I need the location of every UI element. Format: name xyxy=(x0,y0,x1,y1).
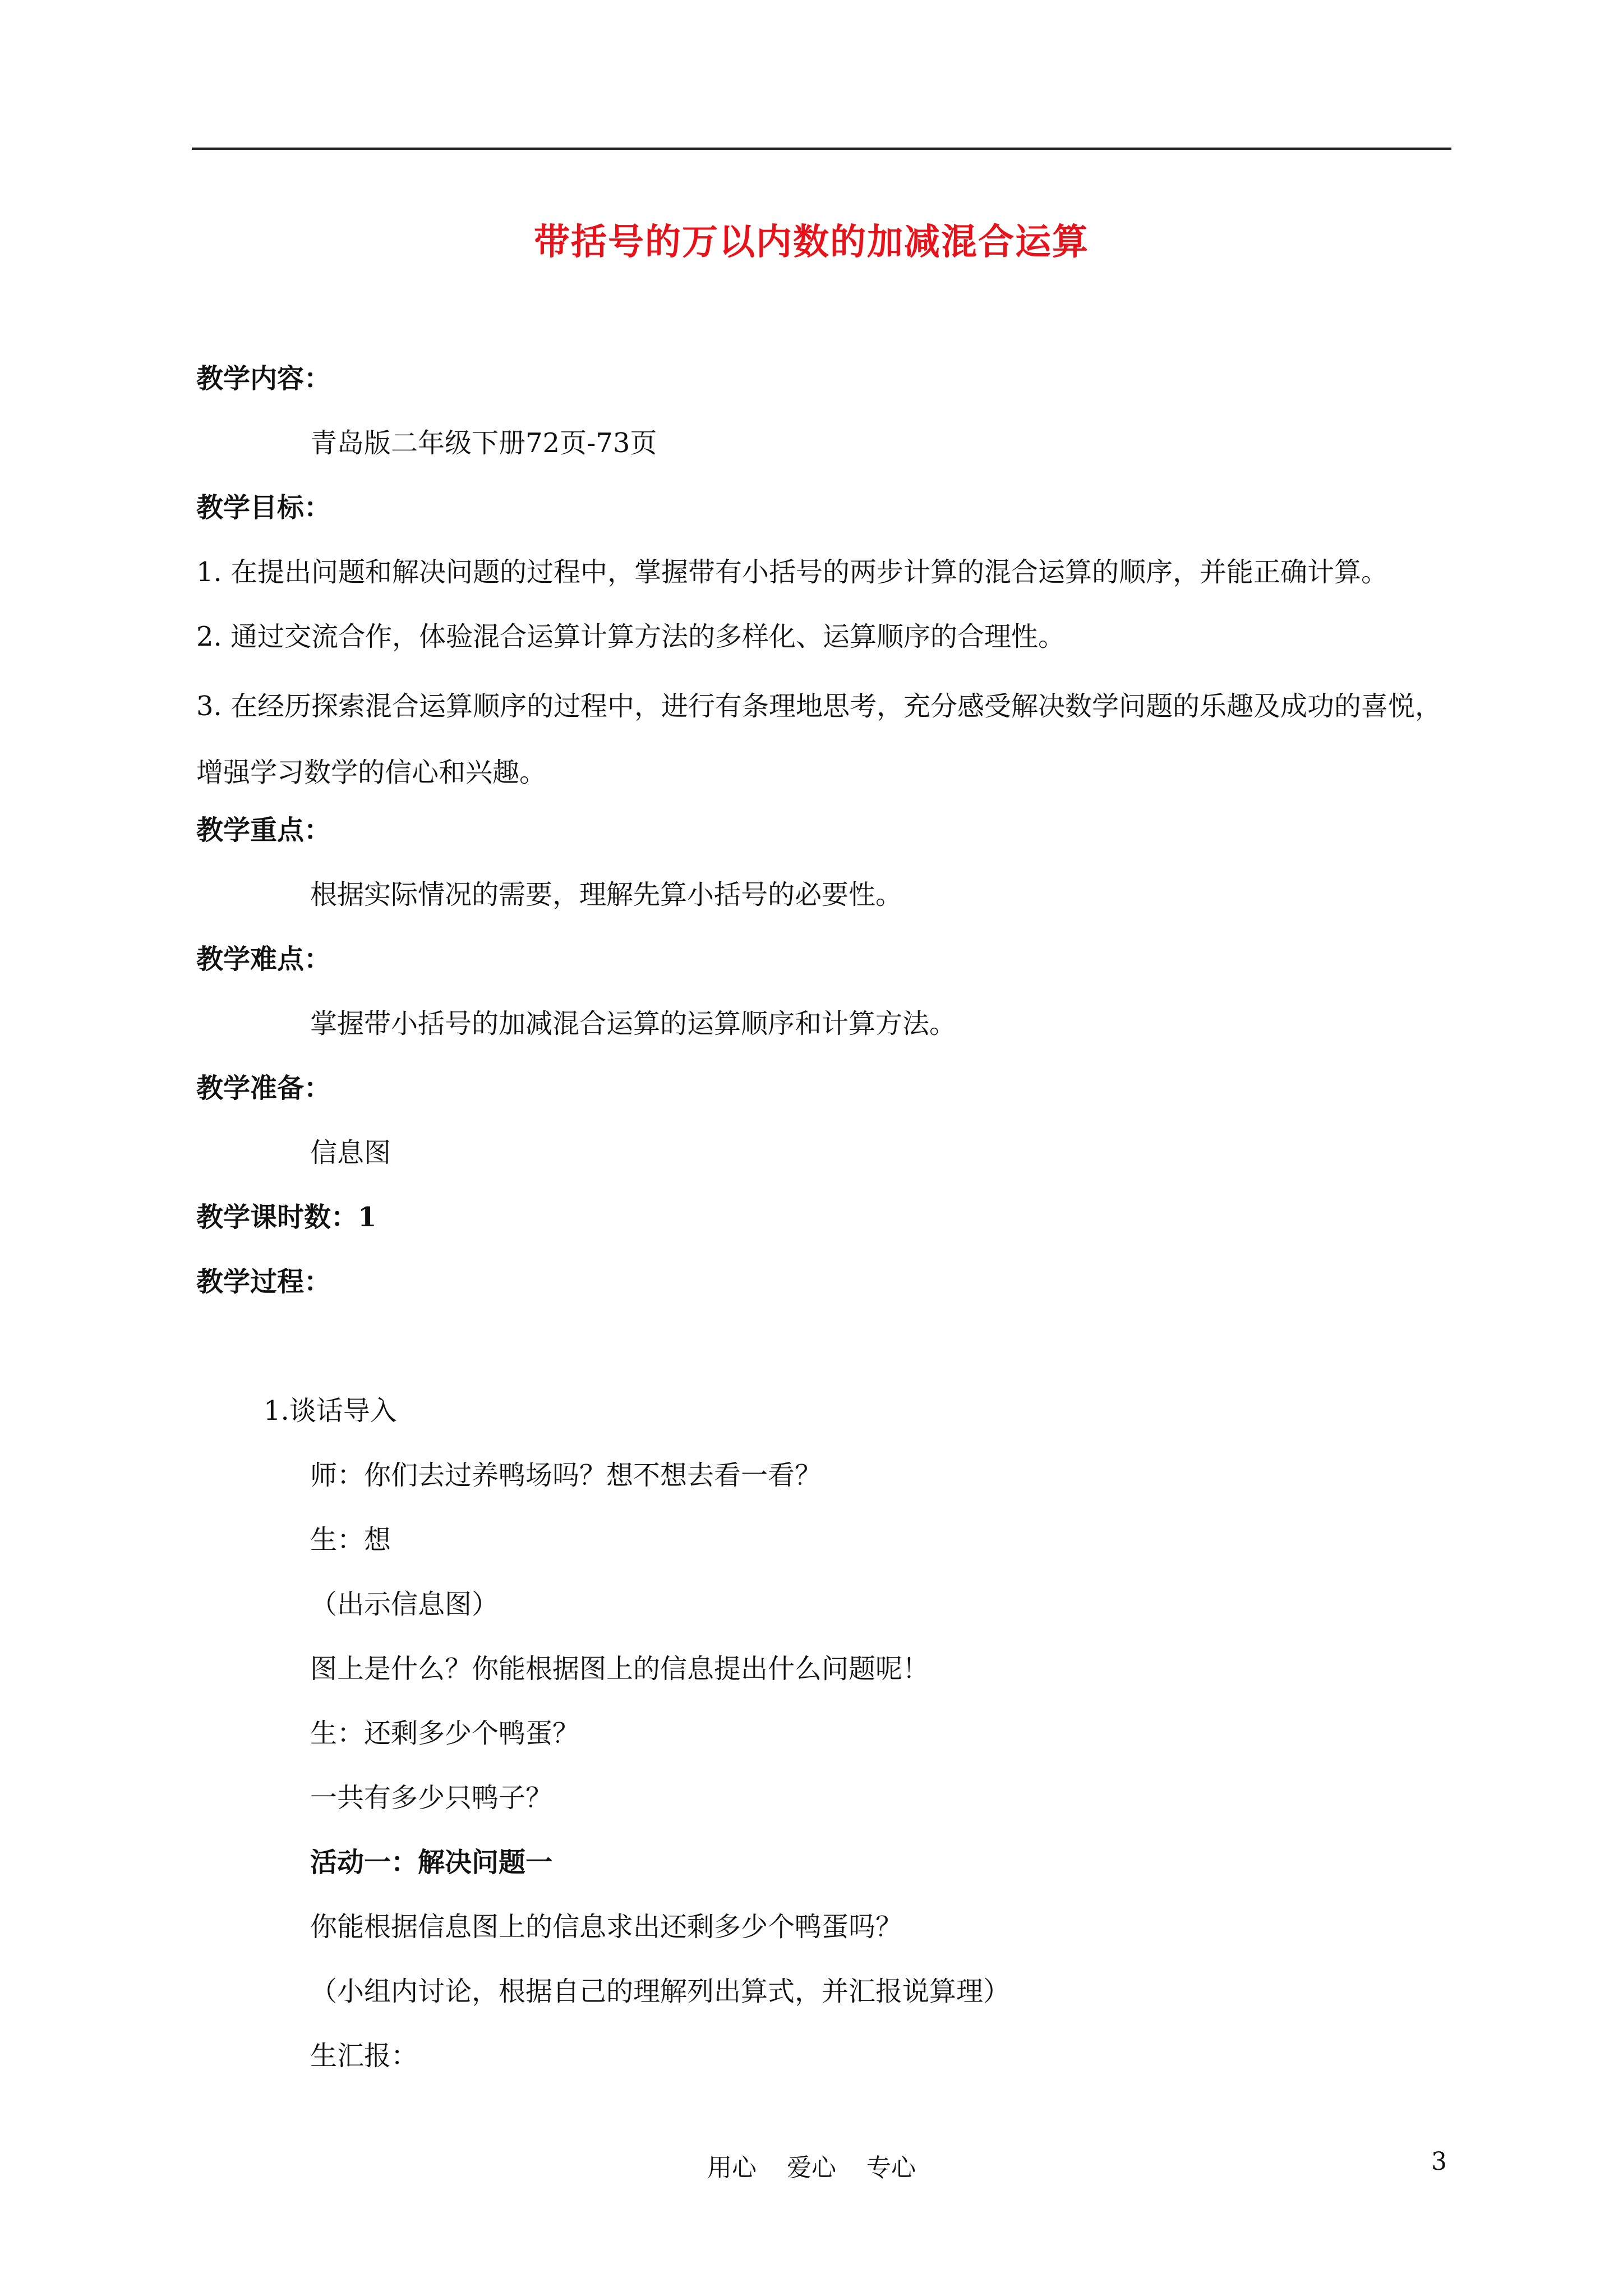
process-line: 一共有多少只鸭子？ xyxy=(310,1782,553,1814)
document-title: 带括号的万以内数的加减混合运算 xyxy=(534,221,1089,263)
hours-heading: 教学课时数：1 xyxy=(196,1202,377,1233)
process-line: （出示信息图） xyxy=(310,1589,499,1620)
process-line: 生汇报： xyxy=(310,2040,418,2072)
activity-1-heading: 活动一：解决问题一 xyxy=(310,1847,553,1878)
page-number: 3 xyxy=(1431,2147,1447,2176)
process-heading: 教学过程： xyxy=(196,1266,331,1297)
process-line: 师：你们去过养鸭场吗？想不想去看一看？ xyxy=(310,1460,822,1491)
content-heading: 教学内容： xyxy=(196,363,331,394)
prep-heading: 教学准备： xyxy=(196,1073,331,1104)
goals-heading: 教学目标： xyxy=(196,492,331,523)
goal-2: 2. 通过交流合作，体验混合运算计算方法的多样化、运算顺序的合理性。 xyxy=(196,621,1066,652)
process-line: 你能根据信息图上的信息求出还剩多少个鸭蛋吗？ xyxy=(310,1911,903,1943)
difficulty-heading: 教学难点： xyxy=(196,944,331,975)
prep-text: 信息图 xyxy=(310,1137,391,1168)
goal-3: 3. 在经历探索混合运算顺序的过程中，进行有条理地思考，充分感受解决数学问题的乐趣及成功的喜悦，增强学习数学的信心和兴趣。 xyxy=(196,691,1442,788)
goal-1: 1. 在提出问题和解决问题的过程中，掌握带有小括号的两步计算的混合运算的顺序，并能正确计算。 xyxy=(196,556,1389,588)
content-text: 青岛版二年级下册72页-73页 xyxy=(310,427,657,459)
footer-motto: 用心 爱心 专心 xyxy=(707,2154,916,2182)
process-line: （小组内讨论，根据自己的理解列出算式，并汇报说算理） xyxy=(310,1976,1011,2007)
step-1: 1.谈话导入 xyxy=(264,1395,397,1427)
header-rule xyxy=(192,148,1451,150)
difficulty-text: 掌握带小括号的加减混合运算的运算顺序和计算方法。 xyxy=(310,1008,957,1039)
process-line: 生：想 xyxy=(310,1524,391,1556)
process-line: 图上是什么？你能根据图上的信息提出什么问题呢！ xyxy=(310,1653,930,1685)
key-text: 根据实际情况的需要，理解先算小括号的必要性。 xyxy=(310,879,903,910)
key-heading: 教学重点： xyxy=(196,815,331,846)
process-line: 生：还剩多少个鸭蛋？ xyxy=(310,1718,580,1749)
